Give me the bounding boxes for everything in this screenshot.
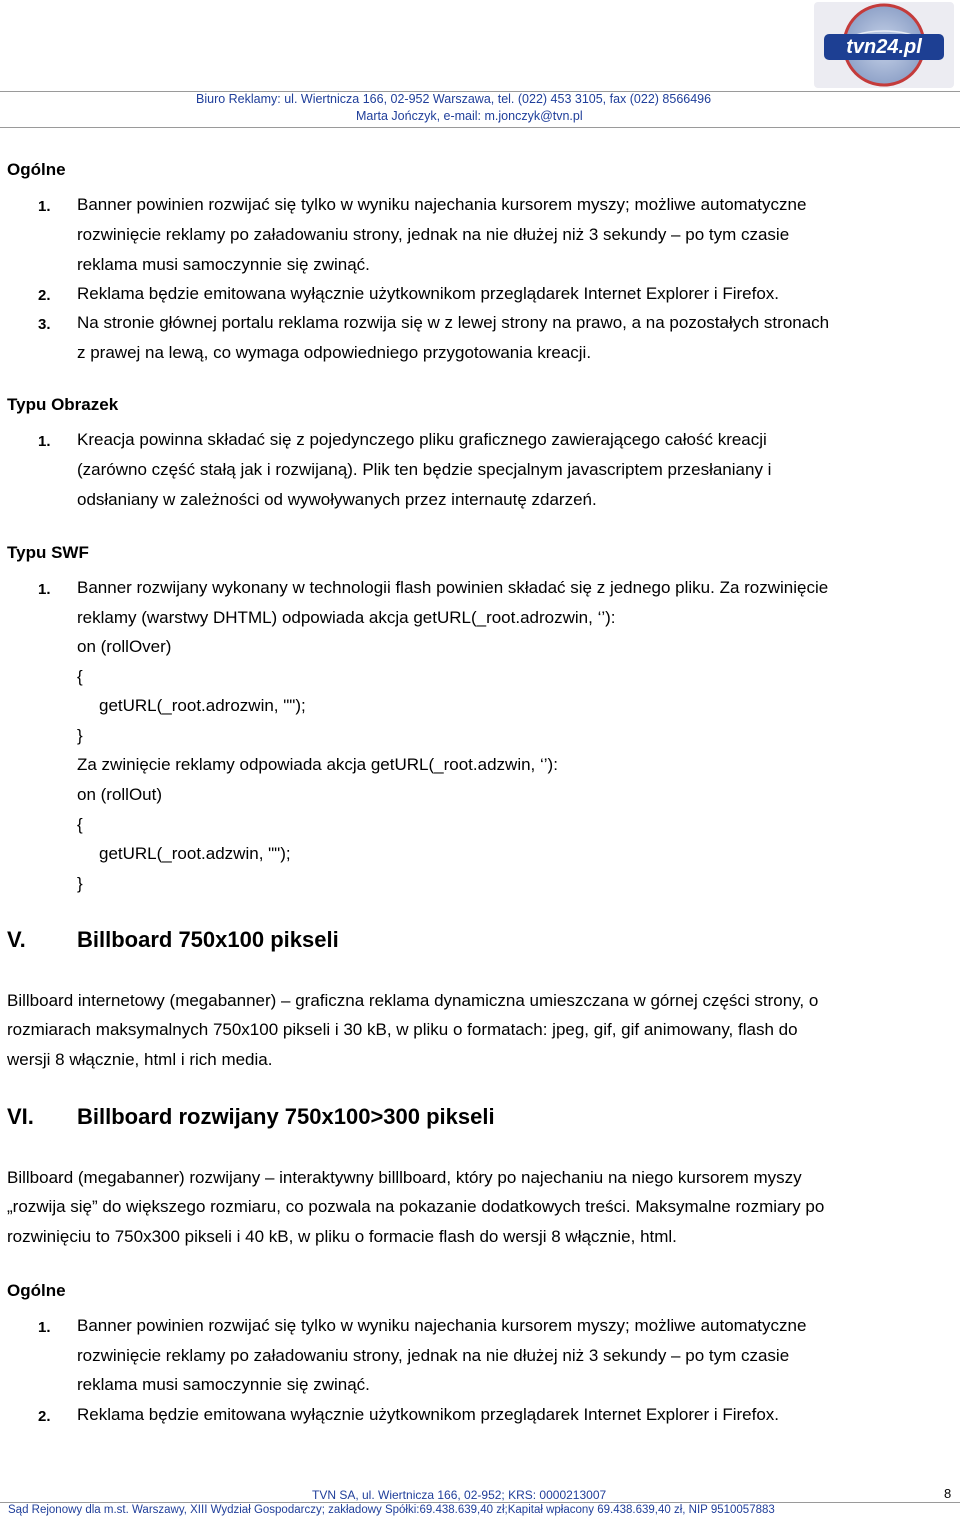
list-item-line: Banner rozwijany wykonany w technologii flash powinien składać się z jednego pliku. Za rozwinięcie <box>77 578 829 597</box>
paragraph-line: „rozwija się” do większego rozmiaru, co pozwala na pokazanie dodatkowych treści. Maksymalne rozmiary po <box>7 1197 825 1216</box>
code-line: { <box>77 815 83 834</box>
list-item-line: Za zwinięcie reklamy odpowiada akcja getURL(_root.adzwin, ‘’): <box>77 755 558 774</box>
code-line: getURL(_root.adzwin, ""); <box>99 844 291 863</box>
code-line: getURL(_root.adrozwin, ""); <box>99 696 306 715</box>
section-heading-typu-swf: Typu SWF <box>7 543 89 562</box>
list-item-line: reklamy (warstwy DHTML) odpowiada akcja getURL(_root.adrozwin, ‘’): <box>77 608 616 627</box>
footer-divider <box>0 1502 960 1503</box>
list-item-line: z prawej na lewą, co wymaga odpowiedniego przygotowania kreacji. <box>77 343 592 362</box>
paragraph-line: wersji 8 włącznie, html i rich media. <box>7 1050 273 1069</box>
list-number: 1. <box>38 581 51 598</box>
list-number: 2. <box>38 1408 51 1425</box>
code-line: } <box>77 874 83 893</box>
header-divider-bottom <box>0 127 960 128</box>
code-line: on (rollOut) <box>77 785 163 804</box>
header-address: Biuro Reklamy: ul. Wiertnicza 166, 02-952 Warszawa, tel. (022) 453 3105, fax (022) 8566496 <box>196 92 712 106</box>
list-item-line: rozwinięcie reklamy po załadowaniu strony, jednak na nie dłużej niż 3 sekundy – po tym czasie <box>77 1346 790 1365</box>
section-title: Billboard rozwijany 750x100>300 pikseli <box>77 1104 495 1129</box>
section-title: Billboard 750x100 pikseli <box>77 927 339 952</box>
header-contact: Marta Jończyk, e-mail: m.jonczyk@tvn.pl <box>356 109 583 123</box>
section-number: VI. <box>7 1104 34 1129</box>
paragraph-line: rozmiarach maksymalnych 750x100 pikseli i 30 kB, w pliku o formatach: jpeg, gif, gif animowany, flash do <box>7 1020 798 1039</box>
footer-company: TVN SA, ul. Wiertnicza 166, 02-952; KRS: 0000213007 <box>312 1488 607 1502</box>
paragraph-line: rozwinięciu to 750x300 pikseli i 40 kB, w pliku o formacie flash do wersji 8 włącznie, html. <box>7 1227 677 1246</box>
tvn24-logo <box>814 2 954 88</box>
list-item-line: rozwinięcie reklamy po załadowaniu strony, jednak na nie dłużej niż 3 sekundy – po tym czasie <box>77 225 790 244</box>
list-item-line: Banner powinien rozwijać się tylko w wyniku najechania kursorem myszy; możliwe automatyczne <box>77 195 807 214</box>
list-number: 1. <box>38 198 51 215</box>
footer-legal: Sąd Rejonowy dla m.st. Warszawy, XIII Wydział Gospodarczy; zakładowy Spółki:69.438.639,40 zł;Kapitał wpłacony 69.438.639,40 zł, NIP 9510057883 <box>8 1504 775 1516</box>
list-item-line: Kreacja powinna składać się z pojedynczego pliku graficznego zawierającego całość kreacji <box>77 430 767 449</box>
list-item-line: Reklama będzie emitowana wyłącznie użytkownikom przeglądarek Internet Explorer i Firefox. <box>77 284 780 303</box>
list-item-line: Banner powinien rozwijać się tylko w wyniku najechania kursorem myszy; możliwe automatyczne <box>77 1316 807 1335</box>
list-item-line: Na stronie głównej portalu reklama rozwija się w z lewej strony na prawo, a na pozostałych stronach <box>77 313 830 332</box>
code-line: { <box>77 667 83 686</box>
code-line: } <box>77 726 83 745</box>
header-divider <box>0 91 960 92</box>
section-number: V. <box>7 927 26 952</box>
list-number: 3. <box>38 316 51 333</box>
section-heading-typu-obrazek: Typu Obrazek <box>7 395 119 414</box>
list-item-line: Reklama będzie emitowana wyłącznie użytkownikom przeglądarek Internet Explorer i Firefox. <box>77 1405 780 1424</box>
section-heading-ogolne: Ogólne <box>7 1281 66 1300</box>
list-item-line: reklama musi samoczynnie się zwinąć. <box>77 255 370 274</box>
list-number: 1. <box>38 433 51 450</box>
page-number: 8 <box>944 1486 952 1501</box>
list-item-line: odsłaniany w zależności od wywoływanych przez internautę zdarzeń. <box>77 490 597 509</box>
list-item-line: (zarówno część stałą jak i rozwijaną). Plik ten będzie specjalnym javascriptem przesłaniany i <box>77 460 772 479</box>
paragraph-line: Billboard internetowy (megabanner) – graficzna reklama dynamiczna umieszczana w górnej części strony, o <box>7 991 819 1010</box>
list-number: 2. <box>38 287 51 304</box>
code-line: on (rollOver) <box>77 637 172 656</box>
section-heading-ogolne: Ogólne <box>7 160 66 179</box>
list-number: 1. <box>38 1319 51 1336</box>
logo-text: tvn24.pl <box>846 36 922 58</box>
paragraph-line: Billboard (megabanner) rozwijany – interaktywny billlboard, który po najechaniu na niego kursorem myszy <box>7 1168 802 1187</box>
list-item-line: reklama musi samoczynnie się zwinąć. <box>77 1375 370 1394</box>
